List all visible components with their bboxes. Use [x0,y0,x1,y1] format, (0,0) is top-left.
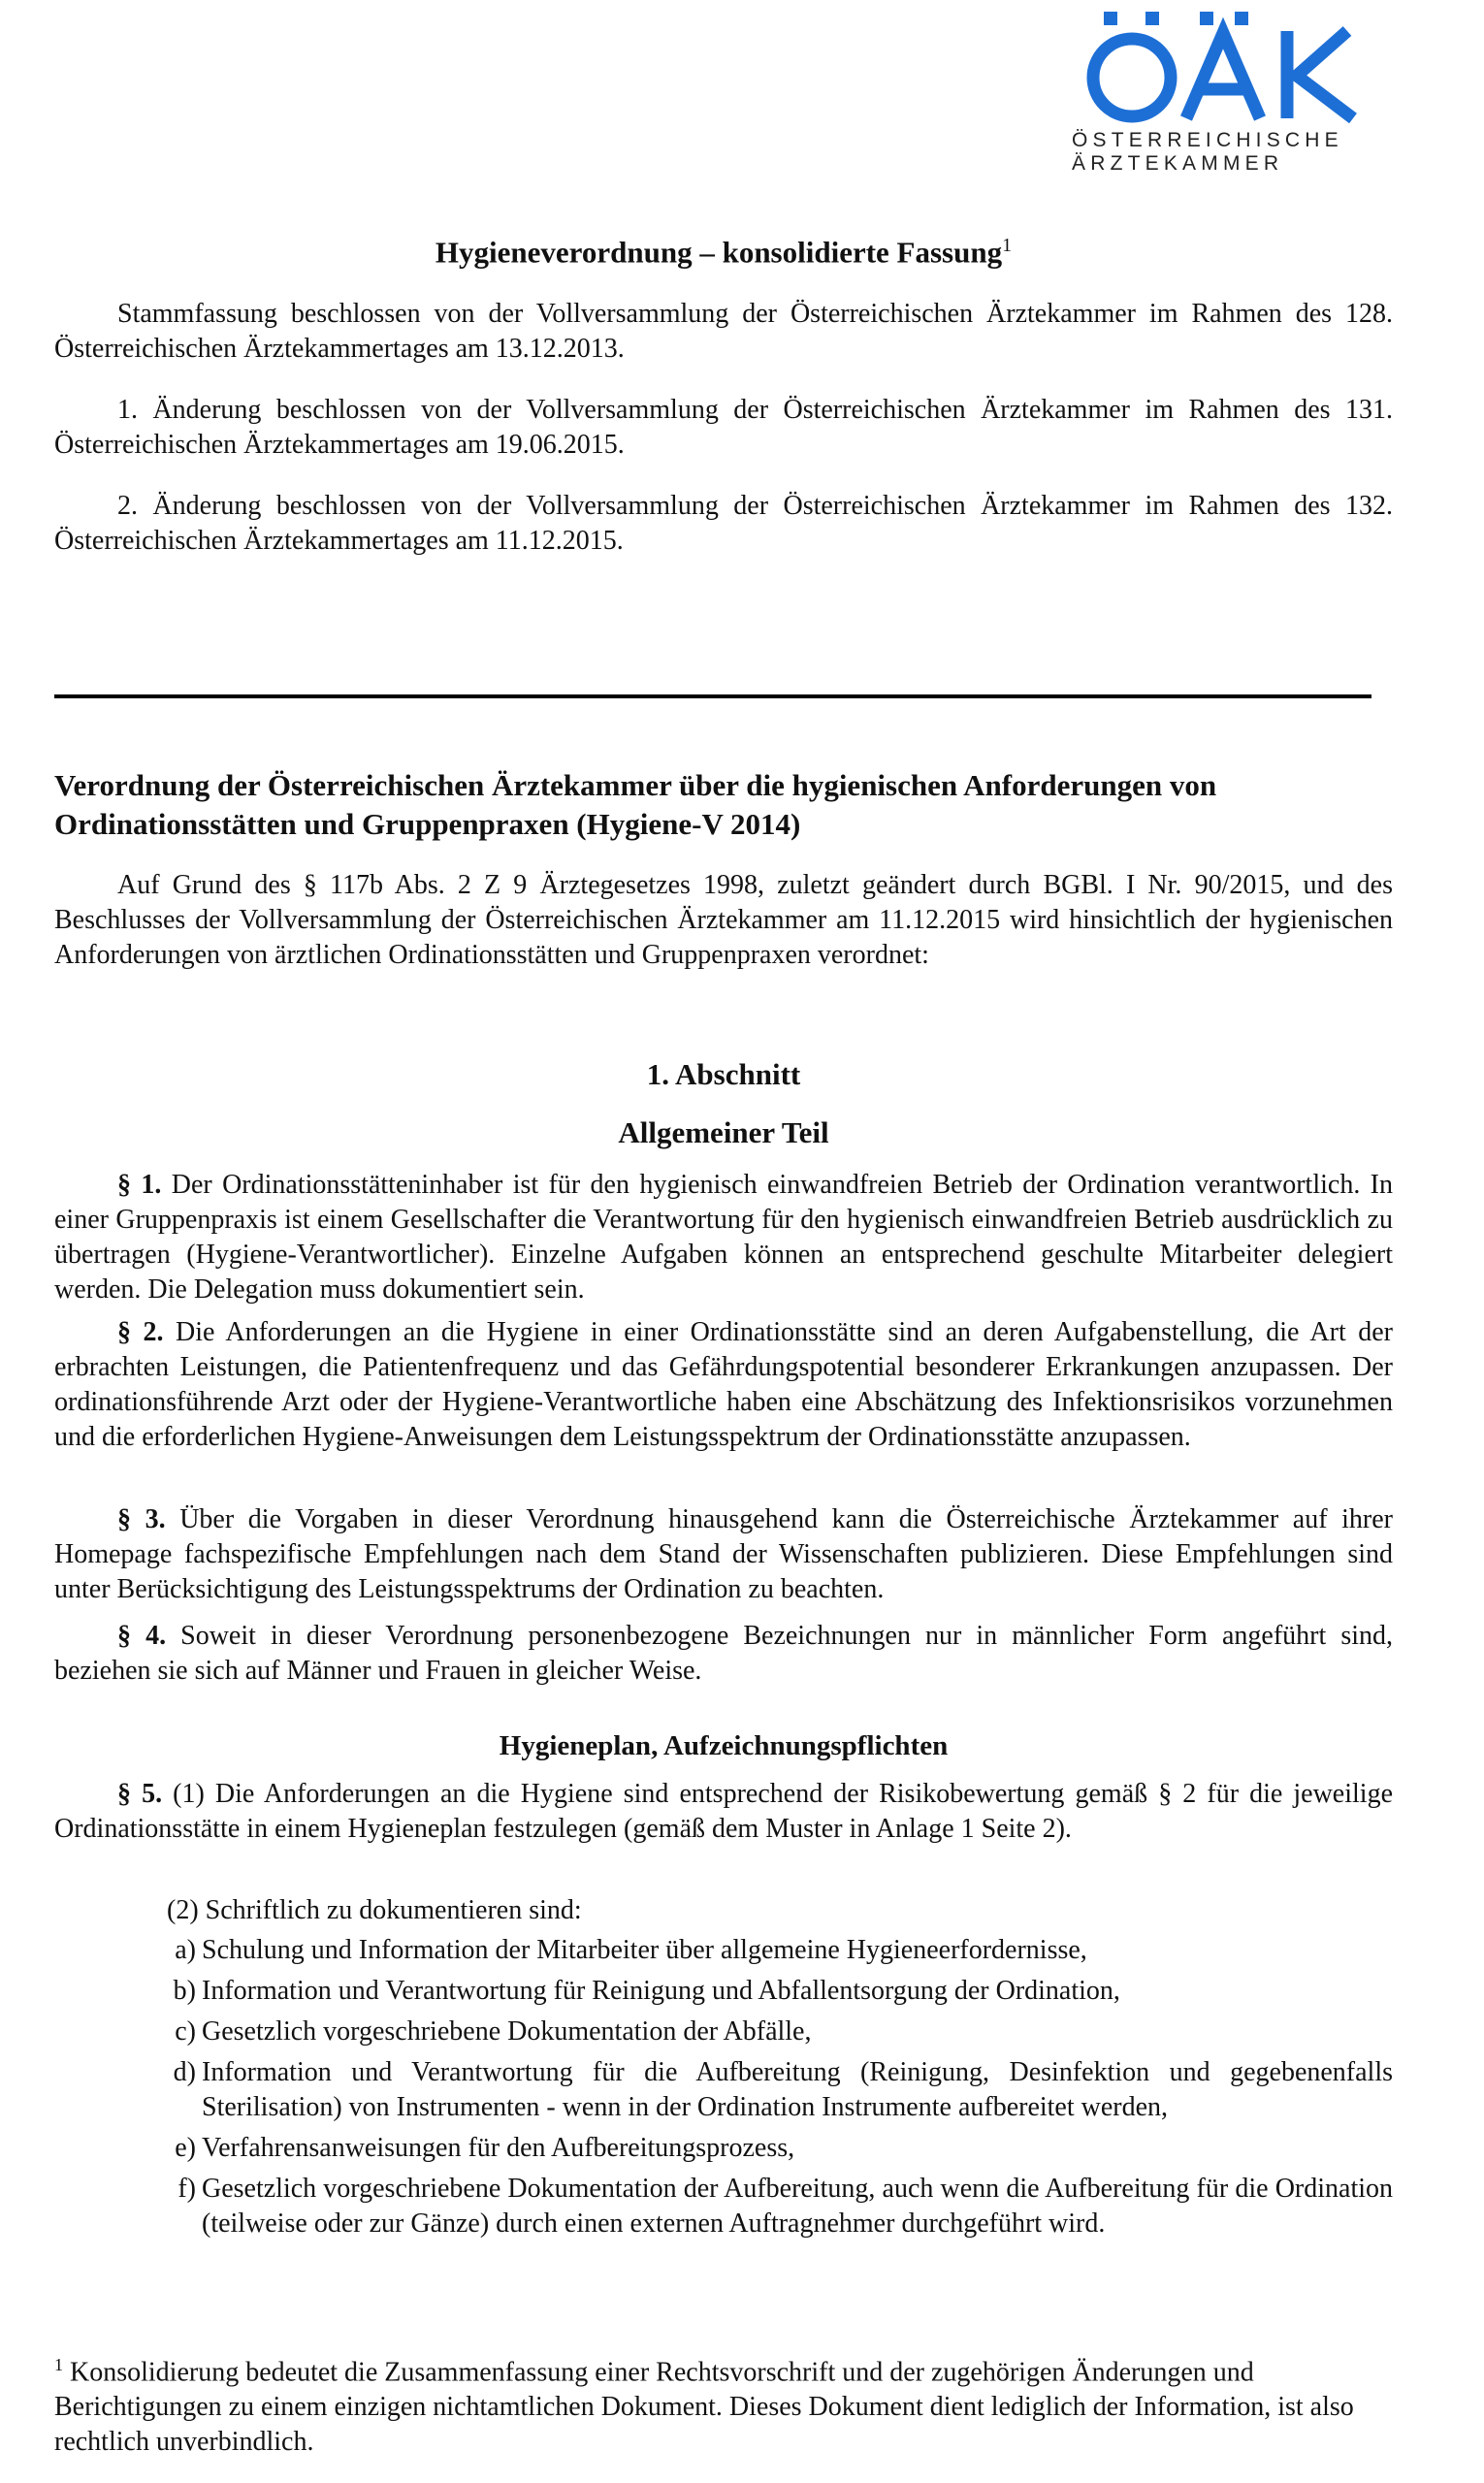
list-item-label: c) [175,2016,196,2047]
list-item [163,2131,1393,2166]
paragraph-4 [54,1619,1393,1689]
paragraph-4-mark: § 4. [117,1621,167,1651]
list-item-text: Information und Verantwortung für die Aufbereitung (Reinigung, Desinfektion und gegebenenfalls Sterilisation) von Instrumenten - wenn in der Ordination Instrumente aufbereitet werden, [202,2057,1393,2122]
intro-stammfassung: Stammfassung beschlossen von der Vollversammlung der Österreichischen Ärztekammer im Rahmen des 128. Österreichischen Ärztekammertages am 13.12.2013. [54,299,1393,364]
list-item [163,1933,1393,1968]
paragraph-5-sub2: (2) Schriftlich zu dokumentieren sind: [167,1895,582,1925]
intro-aenderung-1: 1. Änderung beschlossen von der Vollversammlung der Österreichischen Ärztekammer im Rahmen des 131. Österreichischen Ärztekammertages am 19.06.2015. [54,395,1393,460]
list-item-text: Verfahrensanweisungen für den Aufbereitungsprozess, [202,2133,795,2163]
list-item [163,2055,1393,2125]
section-name: Allgemeiner Teil [618,1115,829,1149]
list-item-label: a) [175,1935,196,1965]
paragraph-2-text: Die Anforderungen an die Hygiene in einer Ordinationsstätte sind an deren Aufgabenstellung, die Art der erbrachten Leistungen, die Patientenfrequenz und das Gefährdungspotential besonderer Erkrankungen anzupassen. Der ordinationsführende Arzt oder der Hygiene-Verantwortliche haben eine Abschätzung des Infektionsrisikos vorzunehmen und die erforderlichen Hygiene-Anweisungen dem Leistungsspektrum der Ordinationsstätte anzupassen. [54,1317,1393,1452]
paragraph-2-mark: § 2. [117,1317,164,1347]
logo-text-line1: ÖSTERREICHISCHE [1072,129,1343,151]
document-title [54,235,1393,270]
paragraph-4-text: Soweit in dieser Verordnung personenbezogene Bezeichnungen nur in männlicher Form angeführt sind, beziehen sie sich auf Männer und Frauen in gleicher Weise. [54,1621,1394,1686]
list-item-text: Schulung und Information der Mitarbeiter über allgemeine Hygieneerfordernisse, [202,1935,1087,1965]
subheading-hygieneplan: Hygieneplan, Aufzeichnungspflichten [499,1730,949,1761]
paragraph-2 [54,1315,1393,1455]
paragraph-3 [54,1502,1393,1607]
list-item-text: Information und Verantwortung für Reinigung und Abfallentsorgung der Ordination, [202,1976,1120,2006]
paragraph-1-text: Der Ordinationsstätteninhaber ist für den hygienisch einwandfreien Betrieb der Ordination verantwortlich. In einer Gruppenpraxis ist einem Gesellschafter die Verantwortung für den hygienisch einwandfreien Betrieb ausdrücklich zu übertragen (Hygiene-Verantwortlicher). Einzelne Aufgaben können an entsprechend geschulte Mitarbeiter delegiert werden. Die Delegation muss dokumentiert sein. [54,1170,1394,1305]
list-item [163,2015,1393,2049]
logo-text-line2: ÄRZTEKAMMER [1072,152,1284,175]
horizontal-divider [54,694,1371,698]
paragraph-5-mark: § 5. [117,1779,163,1809]
oeak-logo-mark [1072,12,1392,123]
documentation-list [163,1893,1393,2241]
list-item-text: Gesetzlich vorgeschriebene Dokumentation der Abfälle, [202,2016,812,2047]
title-footnote-ref: 1 [1002,235,1013,256]
list-item-text: Gesetzlich vorgeschriebene Dokumentation der Aufbereitung, auch wenn die Aufbereitung für die Ordination (teilweise oder zur Gänze) durch einen externen Auftragnehmer durchgeführt wird. [202,2174,1393,2239]
list-item-label: e) [175,2133,196,2163]
paragraph-3-text: Über die Vorgaben in dieser Verordnung hinausgehend kann die Österreichische Ärztekammer auf ihrer Homepage fachspezifische Empfehlungen nach dem Stand der Wissenschaften publizieren. Diese Empfehlungen sind unter Berücksichtigung des Leistungsspektrums der Ordination zu beachten. [54,1504,1393,1604]
footnote-ref: 1 [54,2355,63,2374]
list-item-label: b) [173,1976,196,2006]
paragraph-1 [54,1168,1393,1307]
paragraph-1-mark: § 1. [117,1170,162,1200]
footnote [54,2347,1393,2460]
list-item-label: d) [173,2057,196,2087]
intro-aenderung-2: 2. Änderung beschlossen von der Vollversammlung der Österreichischen Ärztekammer im Rahmen des 132. Österreichischen Ärztekammertages am 11.12.2015. [54,491,1393,556]
paragraph-3-mark: § 3. [117,1504,166,1534]
footnote-text: Konsolidierung bedeutet die Zusammenfassung einer Rechtsvorschrift und der zugehörigen Änderungen und Berichtigungen zu einem einzigen nichtamtlichen Dokument. Dieses Dokument dient lediglich der Information, ist also rechtlich unverbindlich. [54,2357,1354,2458]
paragraph-5 [54,1777,1393,1847]
paragraph-5-text: (1) Die Anforderungen an die Hygiene sind entsprechend der Risikobewertung gemäß § 2 für die jeweilige Ordinationsstätte in einem Hygieneplan festzulegen (gemäß dem Muster in Anlage 1 Seite 2). [54,1779,1394,1844]
regulation-heading: Verordnung der Österreichischen Ärztekammer über die hygienischen Anforderungen von Ordinationsstätten und Gruppenpraxen (Hygiene-V 2014) [54,768,1217,841]
regulation-preamble: Auf Grund des § 117b Abs. 2 Z 9 Ärztegesetzes 1998, zuletzt geändert durch BGBl. I Nr. 90/2015, und des Beschlusses der Vollversammlung der Österreichischen Ärztekammer am 11.12.2015 wird hinsichtlich der hygienischen Anforderungen von ärztlichen Ordinationsstätten und Gruppenpraxen verordnet: [54,870,1393,970]
list-item [163,1974,1393,2009]
section-number: 1. Abschnitt [646,1057,801,1091]
oeak-logo [1072,12,1392,181]
list-item [163,2172,1393,2241]
document-title-text: Hygieneverordnung – konsolidierte Fassung [435,235,1003,270]
list-item-label: f) [177,2174,196,2204]
